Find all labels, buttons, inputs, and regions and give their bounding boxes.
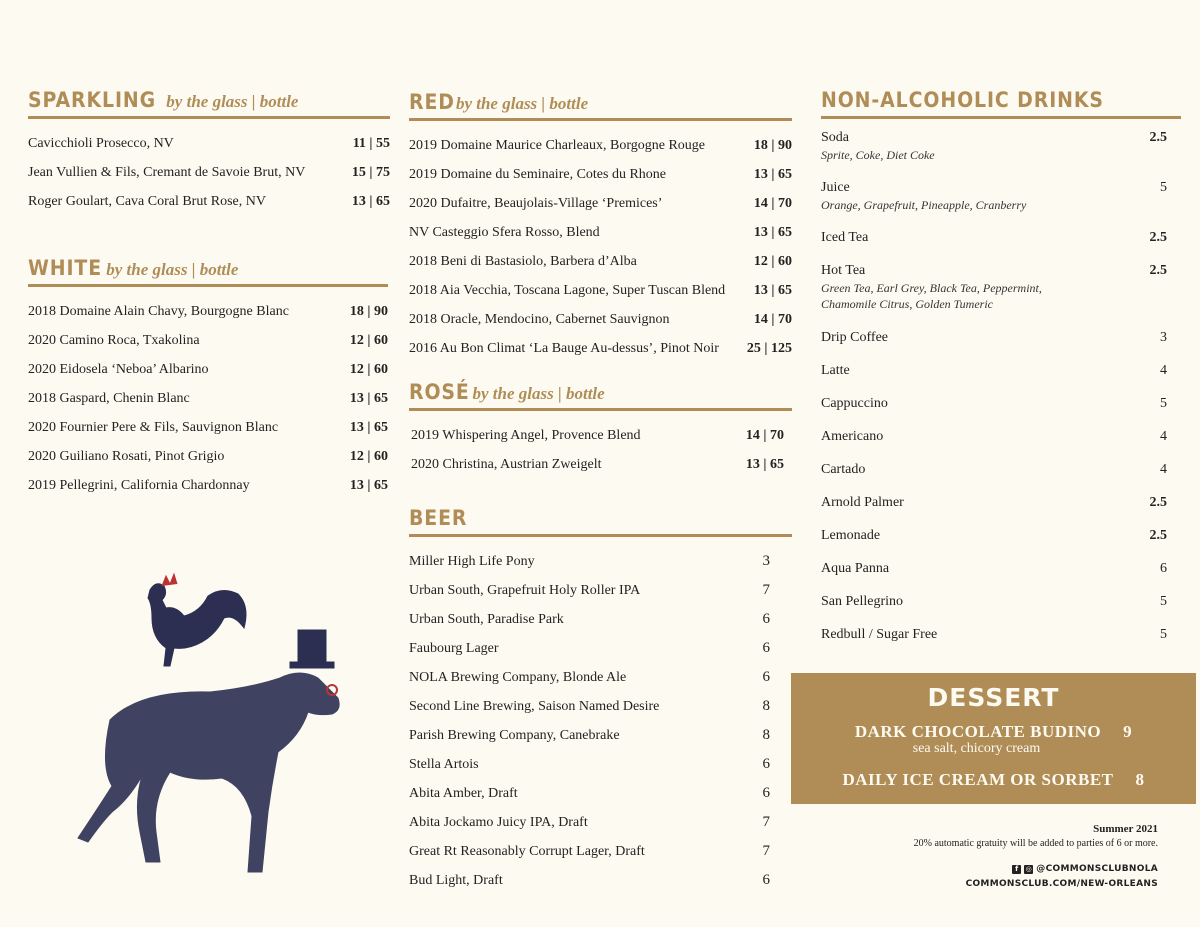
drink-item-row <box>821 229 1167 247</box>
menu-item-row <box>409 866 770 895</box>
menu-item-name: NOLA Brewing Company, Blonde Ale <box>409 670 627 685</box>
non-alcoholic-list <box>821 129 1181 659</box>
drink-item <box>821 262 1167 329</box>
menu-item-name: NV Casteggio Sfera Rosso, Blend <box>409 225 600 240</box>
menu-item-price: 25 | 125 <box>746 341 792 356</box>
drink-item <box>821 494 1167 527</box>
drink-item-price: 5 <box>1160 396 1167 411</box>
menu-item-name: 2020 Eidosela ‘Neboa’ Albarino <box>28 362 209 377</box>
red-title: RED <box>409 90 455 114</box>
menu-item-name: Bud Light, Draft <box>409 873 503 888</box>
drink-item-name: Cappuccino <box>821 396 888 411</box>
drink-item <box>821 129 1167 179</box>
drink-item-name: Soda <box>821 130 849 145</box>
menu-item-row <box>28 384 388 413</box>
drink-item-price: 4 <box>1160 429 1167 444</box>
drink-item-name: Americano <box>821 429 884 444</box>
rose-list <box>409 421 792 479</box>
menu-item-row <box>409 218 792 247</box>
menu-item-row <box>28 187 390 216</box>
menu-item-row <box>28 355 388 384</box>
menu-item-price: 13 | 65 <box>351 194 390 209</box>
red-list <box>409 131 792 363</box>
menu-item-row <box>411 421 784 450</box>
menu-item-row <box>409 779 770 808</box>
menu-item-row <box>409 634 770 663</box>
menu-item-row <box>409 750 770 779</box>
drink-item <box>821 593 1167 626</box>
drink-item-desc: Green Tea, Earl Grey, Black Tea, Peppermint, Chamomile Citrus, Golden Tumeric <box>821 281 1042 311</box>
menu-item-row <box>409 276 792 305</box>
drink-item-name: Drip Coffee <box>821 330 888 345</box>
drink-item-row <box>821 262 1167 280</box>
menu-item-price: 12 | 60 <box>349 362 388 377</box>
menu-item-row <box>28 442 388 471</box>
dessert-item-budino <box>791 722 1196 742</box>
menu-item-name: Parish Brewing Company, Canebrake <box>409 728 620 743</box>
menu-item-row <box>28 158 390 187</box>
drink-item <box>821 527 1167 560</box>
drink-item-name: San Pellegrino <box>821 594 904 609</box>
drink-item-name: Hot Tea <box>821 263 866 278</box>
menu-item-price: 13 | 65 <box>745 457 784 472</box>
menu-item-name: Roger Goulart, Cava Coral Brut Rose, NV <box>28 194 266 209</box>
menu-item-price: 6 <box>762 640 770 656</box>
menu-item-row <box>28 129 390 158</box>
menu-item-name: 2018 Oracle, Mendocino, Cabernet Sauvignon <box>409 312 670 327</box>
menu-item-price: 8 <box>762 698 770 714</box>
menu-item-name: 2018 Gaspard, Chenin Blanc <box>28 391 190 406</box>
dessert-item-desc: sea salt, chicory cream <box>912 741 1041 756</box>
non-alcoholic-title: NON-ALCOHOLIC DRINKS <box>821 88 1104 112</box>
red-header <box>409 90 792 121</box>
menu-item-name: Faubourg Lager <box>409 641 499 656</box>
menu-item-price: 6 <box>762 756 770 772</box>
menu-item-row <box>409 837 770 866</box>
menu-item-price: 11 | 55 <box>352 136 390 151</box>
social-handle-text: @COMMONSCLUBNOLA <box>1036 864 1158 874</box>
menu-item-price: 6 <box>762 669 770 685</box>
dessert-item-name: DARK CHOCOLATE BUDINO <box>854 722 1102 741</box>
drink-item-row <box>821 129 1167 147</box>
dessert-item-ice-cream <box>791 770 1196 790</box>
menu-item-name: Great Rt Reasonably Corrupt Lager, Draft <box>409 844 645 859</box>
menu-item-name: 2020 Christina, Austrian Zweigelt <box>411 457 602 472</box>
menu-item-row <box>409 160 792 189</box>
menu-item-row <box>409 721 770 750</box>
menu-item-row <box>28 326 388 355</box>
non-alcoholic-header <box>821 88 1181 119</box>
menu-item-price: 12 | 60 <box>349 333 388 348</box>
rose-title: ROSÉ <box>409 380 470 404</box>
white-section <box>28 256 388 500</box>
drink-item <box>821 329 1167 362</box>
menu-item-name: 2019 Whispering Angel, Provence Blend <box>411 428 641 443</box>
drink-item-row <box>821 428 1167 446</box>
menu-item-name: Miller High Life Pony <box>409 554 535 569</box>
rooster-dog-illustration <box>70 570 380 900</box>
dessert-box <box>791 673 1196 804</box>
white-title: WHITE <box>28 256 103 280</box>
menu-item-price: 7 <box>762 814 770 830</box>
menu-item-name: 2016 Au Bon Climat ‘La Bauge Au-dessus’, Pinot Noir <box>409 341 719 356</box>
drink-item-row <box>821 626 1167 644</box>
menu-item-name: 2019 Pellegrini, California Chardonnay <box>28 478 250 493</box>
drink-item-price: 5 <box>1160 627 1167 642</box>
beer-list <box>409 547 792 895</box>
red-section <box>409 90 792 363</box>
drink-item <box>821 395 1167 428</box>
menu-item-price: 8 <box>762 727 770 743</box>
drink-item-row <box>821 593 1167 611</box>
menu-item-row <box>28 471 388 500</box>
facebook-icon[interactable]: f <box>1012 865 1021 874</box>
menu-item-price: 13 | 65 <box>349 391 388 406</box>
website-link[interactable]: COMMONSCLUB.COM/NEW-ORLEANS <box>965 879 1158 889</box>
drink-item-price: 4 <box>1160 363 1167 378</box>
menu-item-row <box>409 663 770 692</box>
drink-item-row <box>821 179 1167 197</box>
dessert-item-price: 8 <box>1135 770 1145 789</box>
drink-item-desc: Orange, Grapefruit, Pineapple, Cranberry <box>821 198 1027 212</box>
drink-item-row <box>821 362 1167 380</box>
drink-item-name: Arnold Palmer <box>821 495 904 510</box>
drink-item-row <box>821 527 1167 545</box>
menu-item-price: 13 | 65 <box>753 283 792 298</box>
menu-item-price: 7 <box>762 843 770 859</box>
menu-item-price: 14 | 70 <box>745 428 784 443</box>
menu-item-price: 15 | 75 <box>351 165 390 180</box>
dessert-item-price: 9 <box>1123 722 1133 741</box>
drink-item-name: Iced Tea <box>821 230 869 245</box>
drink-item-price: 3 <box>1160 330 1167 345</box>
drink-item-name: Juice <box>821 180 850 195</box>
rose-subtitle: by the glass | bottle <box>472 384 605 403</box>
menu-item-row <box>409 605 770 634</box>
menu-item-name: Cavicchioli Prosecco, NV <box>28 136 174 151</box>
beer-header <box>409 506 792 537</box>
menu-item-row <box>28 297 388 326</box>
sparkling-subtitle: by the glass | bottle <box>166 92 299 111</box>
menu-item-price: 6 <box>762 611 770 627</box>
social-handle[interactable] <box>1012 864 1158 874</box>
drink-item-price: 6 <box>1160 561 1167 576</box>
menu-item-price: 6 <box>762 785 770 801</box>
drink-item-price: 4 <box>1160 462 1167 477</box>
menu-item-price: 18 | 90 <box>349 304 388 319</box>
menu-item-row <box>409 576 770 605</box>
drink-item-price: 2.5 <box>1149 230 1167 245</box>
drink-item-price: 5 <box>1160 180 1167 195</box>
menu-item-row <box>28 413 388 442</box>
menu-item-price: 13 | 65 <box>349 420 388 435</box>
rose-section <box>409 380 792 479</box>
sparkling-header <box>28 88 390 119</box>
menu-item-name: 2020 Camino Roca, Txakolina <box>28 333 200 348</box>
menu-item-price: 13 | 65 <box>753 167 792 182</box>
drink-item-row <box>821 560 1167 578</box>
beer-title: BEER <box>409 506 468 530</box>
menu-item-name: 2020 Dufaitre, Beaujolais-Village ‘Premices’ <box>409 196 663 211</box>
menu-item-name: 2019 Domaine Maurice Charleaux, Borgogne Rouge <box>409 138 706 153</box>
menu-item-name: 2019 Domaine du Seminaire, Cotes du Rhone <box>409 167 667 182</box>
drink-item-row <box>821 494 1167 512</box>
menu-item-price: 18 | 90 <box>753 138 792 153</box>
drink-item <box>821 560 1167 593</box>
menu-item-name: Jean Vullien & Fils, Cremant de Savoie Brut, NV <box>28 165 306 180</box>
menu-item-price: 13 | 65 <box>349 478 388 493</box>
drink-item-price: 2.5 <box>1149 263 1167 278</box>
menu-item-name: Abita Amber, Draft <box>409 786 518 801</box>
menu-item-price: 12 | 60 <box>753 254 792 269</box>
menu-item-price: 3 <box>762 553 770 569</box>
beer-section <box>409 506 792 895</box>
dessert-item-name: DAILY ICE CREAM OR SORBET <box>842 770 1114 789</box>
drink-item <box>821 626 1167 659</box>
menu-item-row <box>409 305 792 334</box>
white-header <box>28 256 388 287</box>
menu-item-name: 2018 Aia Vecchia, Toscana Lagone, Super Tuscan Blend <box>409 283 726 298</box>
gratuity-note: 20% automatic gratuity will be added to parties of 6 or more. <box>913 838 1158 849</box>
drink-item <box>821 362 1167 395</box>
drink-item <box>821 461 1167 494</box>
red-subtitle: by the glass | bottle <box>455 94 589 113</box>
menu-item-row <box>409 692 770 721</box>
menu-item-price: 6 <box>762 872 770 888</box>
drink-item <box>821 229 1167 262</box>
menu-item-price: 13 | 65 <box>753 225 792 240</box>
menu-item-row <box>409 189 792 218</box>
drink-item-row <box>821 329 1167 347</box>
menu-item-row <box>409 131 792 160</box>
menu-item-price: 14 | 70 <box>753 196 792 211</box>
drink-item-price: 2.5 <box>1149 528 1167 543</box>
drink-item-price: 2.5 <box>1149 495 1167 510</box>
menu-item-name: 2020 Guiliano Rosati, Pinot Grigio <box>28 449 225 464</box>
menu-item-row <box>409 808 770 837</box>
white-list <box>28 297 388 500</box>
menu-item-price: 7 <box>762 582 770 598</box>
drink-item-price: 2.5 <box>1149 130 1167 145</box>
white-subtitle: by the glass | bottle <box>106 260 239 279</box>
menu-item-name: Urban South, Paradise Park <box>409 612 564 627</box>
drink-item-price: 5 <box>1160 594 1167 609</box>
menu-item-price: 14 | 70 <box>753 312 792 327</box>
sparkling-list <box>28 129 390 216</box>
drink-item-desc: Sprite, Coke, Diet Coke <box>821 148 935 162</box>
dessert-title: DESSERT <box>927 683 1060 712</box>
season-label: Summer 2021 <box>1093 823 1158 835</box>
menu-item-name: Second Line Brewing, Saison Named Desire <box>409 699 660 714</box>
menu-item-row <box>409 247 792 276</box>
menu-item-row <box>411 450 784 479</box>
drink-item-name: Lemonade <box>821 528 881 543</box>
menu-item-name: Urban South, Grapefruit Holy Roller IPA <box>409 583 641 598</box>
menu-item-name: Stella Artois <box>409 757 479 772</box>
menu-item-row <box>409 334 792 363</box>
drink-item-name: Redbull / Sugar Free <box>821 627 938 642</box>
menu-item-name: 2018 Domaine Alain Chavy, Bourgogne Blanc <box>28 304 289 319</box>
drink-item-row <box>821 395 1167 413</box>
sparkling-section <box>28 88 390 216</box>
drink-item <box>821 179 1167 229</box>
menu-item-name: 2020 Fournier Pere & Fils, Sauvignon Blanc <box>28 420 279 435</box>
non-alcoholic-section <box>821 88 1181 659</box>
drink-item-row <box>821 461 1167 479</box>
menu-item-row <box>409 547 770 576</box>
rose-header <box>409 380 792 411</box>
drink-item-name: Cartado <box>821 462 866 477</box>
menu-item-name: Abita Jockamo Juicy IPA, Draft <box>409 815 588 830</box>
menu-item-name: 2018 Beni di Bastasiolo, Barbera d’Alba <box>409 254 637 269</box>
drink-item <box>821 428 1167 461</box>
sparkling-title: SPARKLING <box>28 88 157 112</box>
instagram-icon[interactable]: ◎ <box>1025 864 1032 873</box>
drink-item-name: Aqua Panna <box>821 561 890 576</box>
menu-item-price: 12 | 60 <box>349 449 388 464</box>
drink-item-name: Latte <box>821 363 850 378</box>
